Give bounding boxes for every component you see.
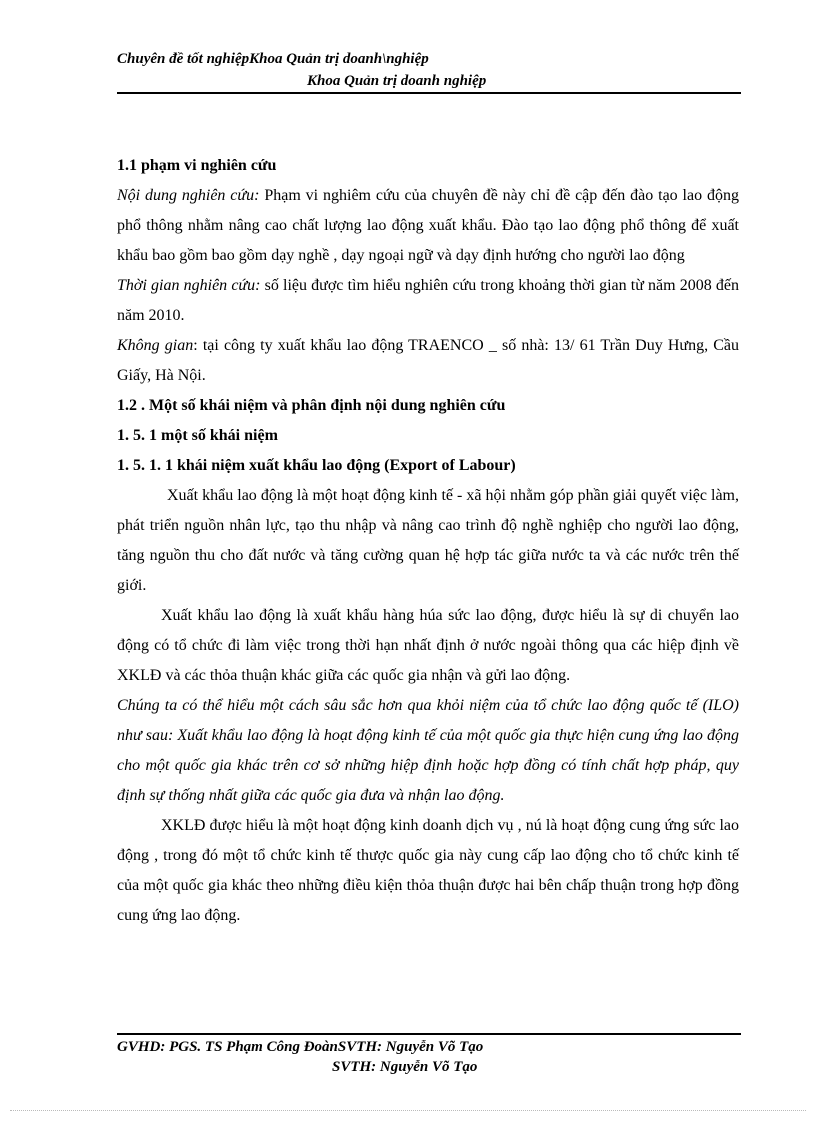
heading-1-5-1: 1. 5. 1 một số khái niệm xyxy=(117,427,278,444)
heading-1-5-1-1: 1. 5. 1. 1 khái niệm xuất khẩu lao động (Export of Labour) xyxy=(117,457,516,474)
paragraph-definition-1: Xuất khẩu lao động là một hoạt động kinh tế - xã hội nhằm góp phần giải quyết việc làm, phát triển nguồn nhân lực, tạo thu nhập và nâng cao trình độ nghề nghiệp cho người lao động, tăng nguồn thu cho đất nước và tăng cường quan hệ hợp tác giữa nước ta và các nước trên thế giới. xyxy=(117,487,739,594)
paragraph-ilo-definition: Chúng ta có thể hiểu một cách sâu sắc hơn qua khỏi niệm của tổ chức lao động quốc tế (ILO) như sau: Xuất khẩu lao động là hoạt động kinh tế của một quốc gia thực hiện cung ứng lao động cho một quốc gia khác trên cơ sở những hiệp định hoặc hợp đồng có tính chất hợp pháp, quy định sự thống nhất giữa các quốc gia đưa và nhận lao động. xyxy=(117,697,739,804)
paragraph-scope-space xyxy=(117,331,739,391)
text-scope-content: Phạm vi nghiêm cứu của chuyên đề này chỉ đề cập đến đào tạo lao động phổ thông nhằm nâng cao chất lượng lao động xuất khẩu. Đào tạo lao động phổ thông để xuất khẩu bao gồm bao gồm dạy nghề , dạy ngoại ngữ và dạy định hướng cho người lao động xyxy=(117,187,739,264)
label-scope-space: Không gian xyxy=(117,337,194,354)
paragraph-scope-content xyxy=(117,181,739,271)
paragraph-scope-time xyxy=(117,271,739,331)
header-divider xyxy=(117,92,741,94)
text-scope-time: số liệu được tìm hiểu nghiên cứu trong khoảng thời gian từ năm 2008 đến năm 2010. xyxy=(117,277,739,324)
footer-line-2: SVTH: Nguyễn Võ Tạo xyxy=(332,1059,478,1075)
heading-1-1: 1.1 phạm vi nghiên cứu xyxy=(117,157,277,174)
label-scope-content: Nội dung nghiên cứu: xyxy=(117,187,260,204)
page-footer xyxy=(117,1037,741,1077)
page-header xyxy=(117,48,741,92)
document-body xyxy=(117,151,739,931)
footer-line-1: GVHD: PGS. TS Phạm Công ĐoànSVTH: Nguyễn Võ Tạo xyxy=(117,1039,484,1055)
paragraph-definition-3: XKLĐ được hiểu là một hoạt động kinh doanh dịch vụ , nú là hoạt động cung ứng sức lao động , trong đó một tổ chức kinh tế thược quốc gia này cung cấp lao động cho tổ chức kinh tế của một quốc gia khác theo những điều kiện thỏa thuận được hai bên chấp thuận trong hợp đồng cung ứng lao động. xyxy=(117,817,739,924)
paragraph-definition-2: Xuất khẩu lao động là xuất khẩu hàng húa sức lao động, được hiểu là sự di chuyển lao động có tổ chức đi làm việc trong thời hạn nhất định ở nước ngoài thông qua các hiệp định về XKLĐ và các thỏa thuận khác giữa các quốc gia nhận và gửi lao động. xyxy=(117,607,739,684)
heading-1-2: 1.2 . Một số khái niệm và phân định nội dung nghiên cứu xyxy=(117,397,506,414)
page-bottom-edge xyxy=(10,1110,806,1111)
label-scope-time: Thời gian nghiên cứu: xyxy=(117,277,261,294)
text-scope-space: : tại công ty xuất khẩu lao động TRAENCO _ số nhà: 13/ 61 Trần Duy Hưng, Cầu Giấy, Hà Nội. xyxy=(117,337,739,384)
header-line-1: Chuyên đề tốt nghiệpKhoa Quản trị doanh\nghiệp xyxy=(117,51,429,67)
footer-divider xyxy=(117,1033,741,1035)
header-line-2: Khoa Quản trị doanh nghiệp xyxy=(307,73,487,89)
